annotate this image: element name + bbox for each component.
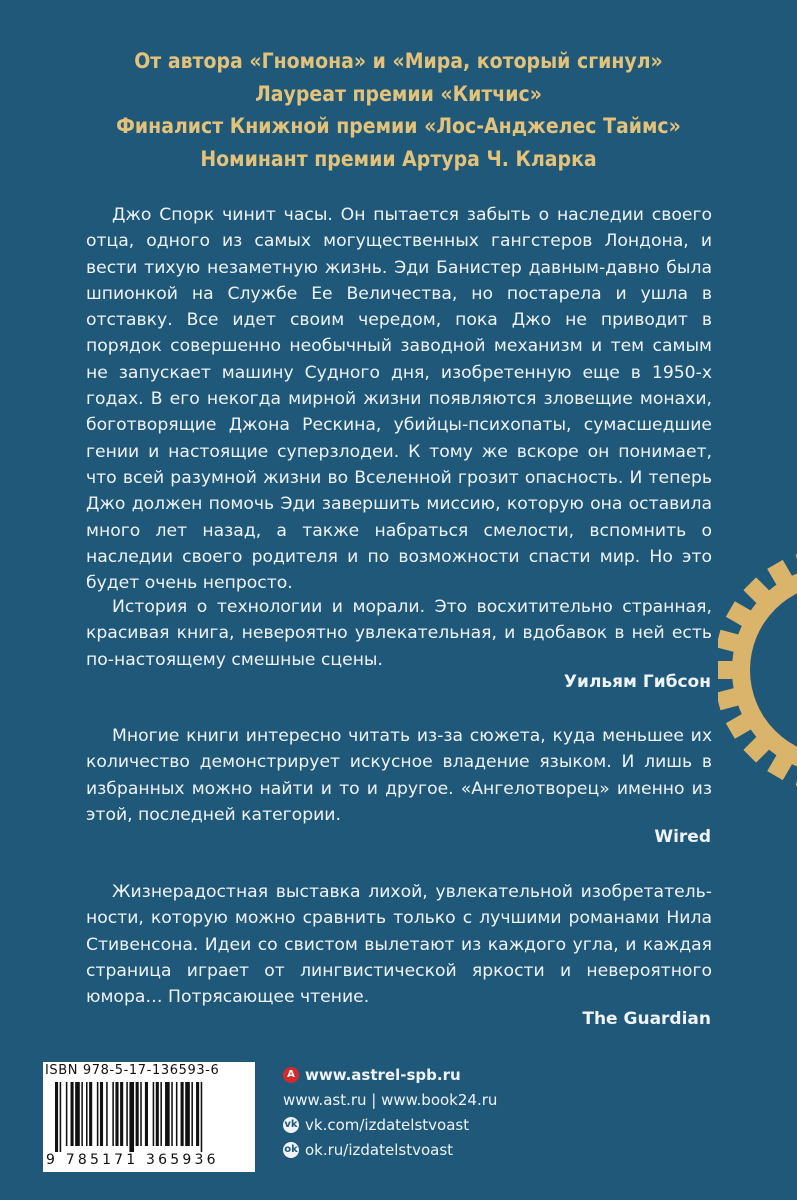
- barcode-bar: [129, 1082, 134, 1152]
- synopsis-paragraph: Джо Спорк чинит часы. Он пытается забыть о наследии своего отца, одного из самых могущественных гангстеров Лондона, и вести тихую незаметную жизнь. Эди Банистер давным-давно была шпионкой на Службе Ее Величества, но постарела и ушла в отставку. Все идет своим чередом, пока Джо не приводит в порядок совершенно необычный заводной механизм и тем самым не запускает машину Судного дня, изобретенную еще в 1950-х годах. В его некогда мирной жизни появляются зловещие монахи, боготворящие Джона Рескина, убийцы-психопаты, сумасшедшие гении и настоящие суперзлодеи. К тому же вскоре он понимает, что всей разумной жизни во Вселенной грозит опасность. И теперь Джо должен помочь Эди завершить миссию, которую она оставила много лет назад, а также набраться смелости, вспомнить о наследии своего родителя и по возможности спасти мир. Но это будет очень непросто.: [86, 205, 712, 594]
- publisher-links: [283, 1062, 497, 1162]
- link-astrel[interactable]: [283, 1062, 497, 1087]
- barcode-bar: [86, 1082, 88, 1146]
- review-author: Wired: [654, 827, 711, 847]
- isbn-barcode: [43, 1062, 255, 1172]
- review-quote: Многие книги интересно читать из-за сюжета, куда меньшее их количество демонстрирует искусное владение языком. И лишь в избранных можно найти и то и другое. «Ангелотворец» именно из этой, последней категории.: [86, 726, 712, 825]
- link-vk[interactable]: [283, 1112, 497, 1137]
- barcode-bar: [160, 1082, 162, 1146]
- barcode-bar: [185, 1082, 190, 1146]
- barcode-bar: [55, 1082, 58, 1152]
- review-quote: Жизнерадостная выставка лихой, увлекательной изобретательности, которую можно сравнить только с лучшими романами Нила Стивенсона. Идеи со свистом вылетают из каждого угла, и каждая страница играет от лингвистической яркости и невероятного юмора… Потрясающее чтение.: [86, 882, 712, 1008]
- barcode-bar: [165, 1082, 170, 1146]
- barcode-bar: [106, 1082, 108, 1146]
- accolades: [40, 45, 757, 175]
- barcode-bar: [66, 1082, 68, 1146]
- astrel-url[interactable]: www.astrel-spb.ru: [305, 1065, 461, 1084]
- astrel-logo-icon: A: [283, 1067, 299, 1083]
- barcode-bar: [201, 1082, 203, 1152]
- barcode-bar: [145, 1082, 148, 1146]
- barcode-bar: [120, 1082, 123, 1146]
- gear-decoration-icon: [718, 545, 797, 795]
- barcode-bar: [153, 1082, 155, 1146]
- barcode-bar: [176, 1082, 178, 1146]
- barcode-digits: 9 785171 365936: [46, 1152, 219, 1168]
- barcode-bar: [60, 1082, 62, 1152]
- barcode-bar: [71, 1082, 74, 1146]
- accolade-line: Лауреат премии «Китчис»: [255, 81, 542, 106]
- barcode-bar: [140, 1082, 142, 1146]
- ok-url[interactable]: ok.ru/izdatelstvoast: [305, 1140, 454, 1159]
- barcode-bar: [196, 1082, 199, 1146]
- barcode-bar: [75, 1082, 80, 1146]
- link-sites[interactable]: [283, 1087, 497, 1112]
- barcode-bars: [55, 1082, 243, 1152]
- barcode-bar: [191, 1082, 193, 1146]
- barcode-bar: [81, 1082, 83, 1146]
- review-author: Уильям Гибсон: [563, 672, 711, 692]
- barcode-bar: [126, 1082, 128, 1146]
- vk-url[interactable]: vk.com/izdatelstvoast: [305, 1115, 470, 1134]
- barcode-bar: [97, 1082, 99, 1146]
- barcode-bar: [115, 1082, 118, 1146]
- ok-icon: ok: [283, 1142, 299, 1158]
- sites-urls[interactable]: www.ast.ru | www.book24.ru: [283, 1090, 498, 1109]
- accolade-line: Финалист Книжной премии «Лос-Анджелес Таймс»: [116, 114, 681, 138]
- barcode-bar: [181, 1082, 184, 1146]
- review-quote: История о технологии и морали. Это восхитительно странная, красивая книга, невероятно увлекательная, и вдобавок в ней есть по-настоящему смешные сцены.: [86, 597, 712, 670]
- barcode-bar: [89, 1082, 92, 1146]
- barcode-bar: [156, 1082, 159, 1146]
- barcode-bar: [136, 1082, 139, 1146]
- link-ok[interactable]: [283, 1137, 497, 1162]
- isbn-number: ISBN 978-5-17-136593-6: [45, 1063, 220, 1078]
- accolade-line: Номинант премии Артура Ч. Кларка: [200, 146, 597, 171]
- gear-tooth: [718, 661, 736, 679]
- vk-icon: vk: [283, 1117, 299, 1133]
- accolade-line: От автора «Гномона» и «Мира, который сгинул»: [134, 49, 663, 73]
- barcode-bar: [171, 1082, 173, 1146]
- barcode-bar: [112, 1082, 114, 1146]
- barcode-bar: [100, 1082, 103, 1146]
- review-author: The Guardian: [582, 1009, 711, 1029]
